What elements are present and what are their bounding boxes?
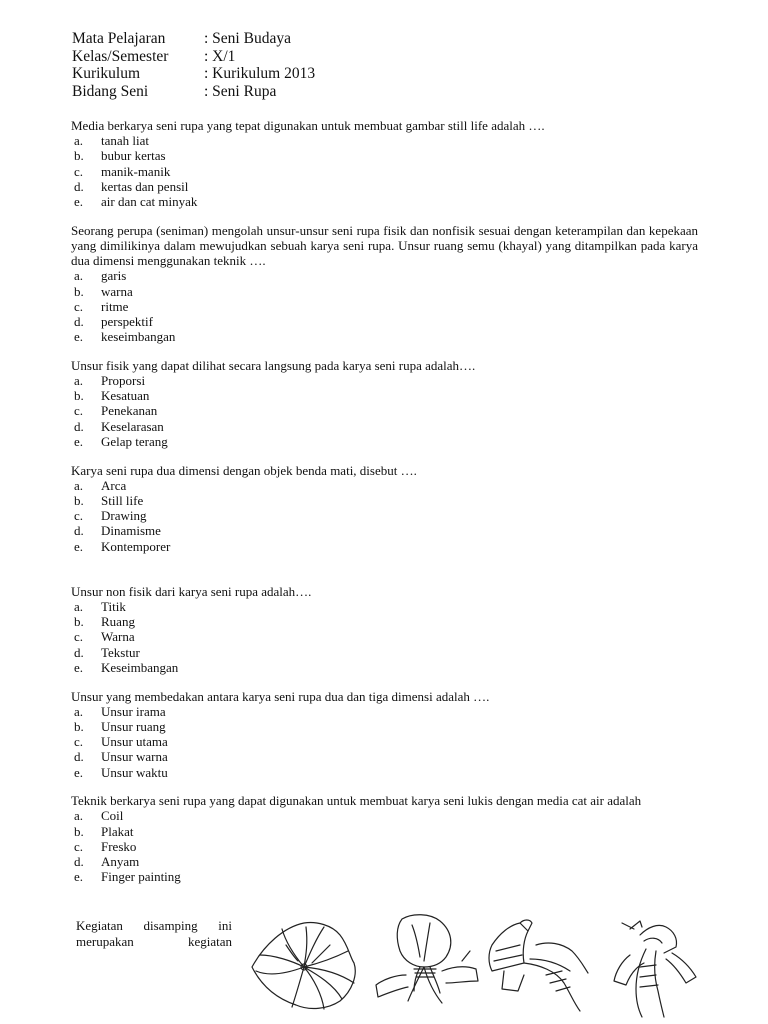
header-row (72, 30, 315, 48)
option-text: Dinamisme (101, 523, 161, 539)
answer-option (71, 284, 698, 299)
question-7 (71, 793, 698, 884)
header-value: : X/1 (204, 47, 236, 65)
option-text: Penekanan (101, 403, 158, 419)
header-row (72, 65, 315, 83)
answer-option (71, 179, 698, 194)
question-text: Karya seni rupa dua dimensi dengan objek benda mati, disebut …. (71, 462, 417, 478)
option-letter: b. (74, 823, 84, 839)
answer-option (71, 614, 698, 629)
answer-option (71, 164, 698, 179)
answer-option (71, 749, 698, 764)
option-text: Coil (101, 808, 124, 824)
tying-cloth-illustration (372, 905, 484, 1019)
option-letter: d. (74, 418, 84, 434)
option-letter: b. (74, 492, 84, 508)
answer-option (71, 808, 698, 823)
answer-option (71, 645, 698, 660)
option-text: kertas dan pensil (101, 178, 189, 194)
option-text: warna (101, 283, 133, 299)
option-letter: e. (74, 329, 84, 345)
answer-option (71, 854, 698, 869)
option-letter: a. (74, 373, 84, 389)
option-letter: d. (74, 854, 84, 870)
answer-option (71, 478, 698, 493)
question-text: Teknik berkarya seni rupa yang dapat digunakan untuk membuat karya seni lukis dengan media cat air adalah (71, 793, 642, 809)
option-text: Unsur warna (101, 749, 168, 765)
question-5 (71, 584, 698, 675)
option-letter: e. (74, 433, 84, 449)
option-letter: a. (74, 133, 84, 149)
answer-option (71, 523, 698, 538)
option-text: Ruang (101, 614, 135, 630)
answer-option (71, 299, 698, 314)
option-letter: c. (74, 298, 84, 314)
option-letter: c. (74, 629, 84, 645)
question-text: Unsur yang membedakan antara karya seni rupa dua dan tiga dimensi adalah …. (71, 688, 490, 704)
option-letter: b. (74, 614, 84, 630)
answer-option (71, 194, 698, 209)
option-text: perspektif (101, 313, 153, 329)
option-letter: c. (74, 734, 84, 750)
header-row (72, 48, 315, 66)
answer-option (71, 719, 698, 734)
answer-option (71, 268, 698, 283)
answer-option (71, 704, 698, 719)
answer-option (71, 734, 698, 749)
question-4 (71, 463, 698, 554)
option-letter: e. (74, 538, 84, 554)
option-letter: e. (74, 659, 84, 675)
option-letter: c. (74, 838, 84, 854)
answer-option (71, 373, 698, 388)
option-text: Still life (101, 492, 144, 508)
option-text: air dan cat minyak (101, 194, 198, 210)
option-text: Arca (101, 477, 127, 493)
question-text: Media berkarya seni rupa yang tepat digunakan untuk membuat gambar still life adalah …. (71, 118, 545, 133)
option-text: Keseimbangan (101, 659, 179, 675)
option-letter: a. (74, 477, 84, 493)
header-value: : Kurikulum 2013 (204, 65, 316, 82)
question-text: Seorang perupa (seniman) mengolah unsur-unsur seni rupa fisik dan nonfisik sesuai dengan keterampilan dan kepekaan yang dimilikinya dalam mewujudkan sebuah karya seni rupa. Unsur ruang semu (khayal) yang ditampilkan pada karya dua dimensi menggunakan teknik …. (71, 222, 698, 269)
option-letter: d. (74, 644, 84, 660)
question-text: Unsur non fisik dari karya seni rupa adalah…. (71, 583, 312, 599)
answer-option (71, 508, 698, 523)
option-text: Tekstur (101, 644, 140, 660)
option-text: Drawing (101, 508, 147, 524)
header-label: Bidang Seni (72, 82, 149, 100)
answer-option (71, 660, 698, 675)
option-letter: a. (74, 268, 84, 284)
option-text: Titik (101, 598, 126, 614)
option-text: keseimbangan (101, 329, 176, 345)
question-list (71, 118, 698, 898)
option-letter: c. (74, 403, 84, 419)
question-text: Unsur fisik yang dapat dilihat secara langsung pada karya seni rupa adalah…. (71, 357, 476, 373)
option-text: tanah liat (101, 133, 150, 149)
answer-option (71, 314, 698, 329)
answer-option (71, 388, 698, 403)
option-text: Fresko (101, 838, 137, 854)
word: merupakan (76, 934, 134, 949)
option-text: bubur kertas (101, 148, 166, 164)
option-text: garis (101, 268, 127, 284)
answer-option (71, 839, 698, 854)
answer-option (71, 419, 698, 434)
header-value: : Seni Rupa (204, 82, 277, 100)
option-text: Kesatuan (101, 388, 150, 404)
option-text: Kontemporer (101, 538, 171, 554)
option-letter: c. (74, 508, 84, 524)
option-letter: d. (74, 313, 84, 329)
answer-option (71, 493, 698, 508)
question-2 (71, 223, 698, 345)
option-text: Unsur utama (101, 734, 168, 750)
question-8-text (76, 918, 232, 950)
option-letter: a. (74, 703, 84, 719)
option-letter: d. (74, 523, 84, 539)
question-1 (71, 118, 698, 209)
header-value: : Seni Budaya (204, 30, 291, 47)
answer-option (71, 539, 698, 554)
option-text: Gelap terang (101, 433, 168, 449)
option-text: Warna (101, 629, 135, 645)
answer-option (71, 434, 698, 449)
pulling-cloth-illustration (600, 905, 700, 1019)
option-letter: e. (74, 869, 84, 885)
option-text: manik-manik (101, 163, 171, 179)
question-6 (71, 689, 698, 780)
option-text: Anyam (101, 854, 140, 870)
answer-option (71, 629, 698, 644)
option-text: Unsur irama (101, 703, 166, 719)
option-letter: e. (74, 194, 84, 210)
option-letter: d. (74, 749, 84, 765)
answer-option (71, 133, 698, 148)
option-letter: b. (74, 283, 84, 299)
option-text: Unsur ruang (101, 718, 166, 734)
option-letter: b. (74, 148, 84, 164)
question-3 (71, 358, 698, 449)
option-letter: d. (74, 178, 84, 194)
option-letter: e. (74, 764, 84, 780)
option-text: Proporsi (101, 373, 146, 389)
option-letter: b. (74, 388, 84, 404)
option-text: Plakat (101, 823, 134, 839)
word: disamping (143, 918, 198, 933)
worksheet-header (72, 30, 315, 100)
twisting-cloth-illustration (484, 905, 598, 1019)
header-label: Mata Pelajaran (72, 30, 166, 47)
option-letter: a. (74, 598, 84, 614)
word: ini (218, 918, 232, 933)
answer-option (71, 765, 698, 780)
option-letter: b. (74, 718, 84, 734)
answer-option (71, 824, 698, 839)
option-text: Unsur waktu (101, 764, 168, 780)
answer-option (71, 329, 698, 344)
option-text: Finger painting (101, 869, 181, 885)
answer-option (71, 403, 698, 418)
folded-cloth-illustration (244, 905, 364, 1017)
header-label: Kelas/Semester (72, 47, 169, 65)
question-8-line (76, 934, 232, 950)
option-text: Keselarasan (101, 418, 164, 434)
option-letter: a. (74, 808, 84, 824)
answer-option (71, 599, 698, 614)
header-label: Kurikulum (72, 65, 141, 82)
option-text: ritme (101, 298, 129, 314)
word: Kegiatan (76, 918, 123, 933)
question-8-line (76, 918, 232, 934)
header-row (72, 83, 315, 101)
word: kegiatan (187, 934, 232, 949)
answer-option (71, 148, 698, 163)
answer-option (71, 869, 698, 884)
option-letter: c. (74, 163, 84, 179)
